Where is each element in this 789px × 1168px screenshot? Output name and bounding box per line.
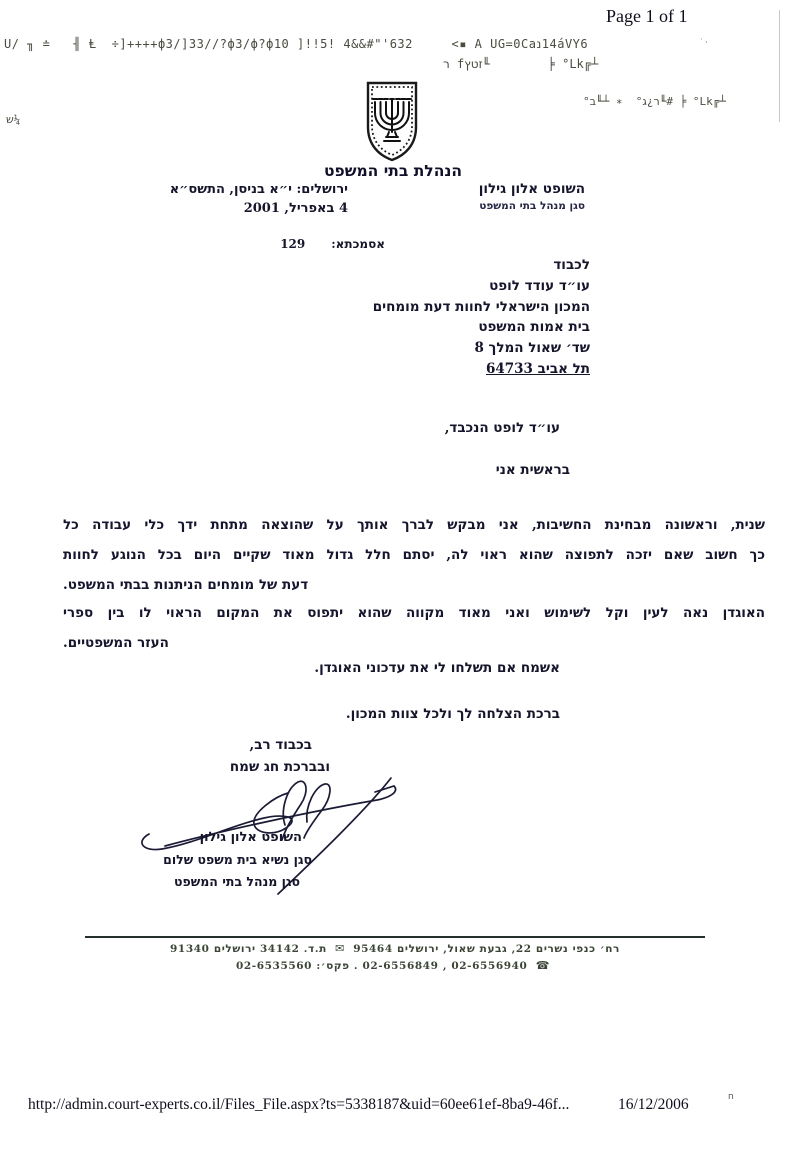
paragraph-line: כך חשוב שאם יזכה לתפוצה שהוא ראוי לה, יסתם חלל גדול מאוד שקיים היום בכל הנוגע לחוות bbox=[63, 547, 765, 563]
fax-noise-line-3: °ב╙┴ ∗ °ג¿ר╙# ╞ °Lk╔┴ bbox=[583, 95, 726, 108]
page-indicator: Page 1 of 1 bbox=[606, 6, 688, 26]
sender-title: סגן מנהל בתי המשפט bbox=[479, 200, 585, 212]
reference-number: 129 bbox=[280, 237, 306, 251]
phone-icon: ☎ bbox=[535, 959, 551, 972]
scan-speck-dots: · , bbox=[700, 34, 708, 44]
recipient-address-block bbox=[373, 255, 590, 380]
signatory-title-2: סגן מנהל בתי המשפט bbox=[174, 874, 300, 889]
salutation: עו״ד לופט הנכבד, bbox=[444, 420, 560, 436]
closing-line-1: בכבוד רב, bbox=[249, 737, 312, 753]
gregorian-date-line: 4 באפריל, 2001 bbox=[243, 201, 348, 216]
paragraph-line: דעת של מומחים הניתנות בבתי המשפט. bbox=[63, 577, 309, 593]
footer-fax-label: פקס׳: bbox=[316, 960, 350, 972]
envelope-icon: ✉ bbox=[335, 942, 345, 955]
fax-noise-line-1: U/ ╖ ≐ ╢ Ⱡ ÷]++++ф3/]33//?ф3/ф?ф10 ]!!5! 4&&#"'632 <▪ A UG=0Caנ14áVY6 bbox=[4, 37, 589, 51]
paragraph-line: שנית, וראשונה מבחינת החשיבות, אני מבקש לברך אותך על שהוצאה מתחת ידך כלי עבודה כל bbox=[63, 517, 765, 533]
paragraph-line: האוגדן נאה לעין וקל לשימוש ואני מאוד מקווה שהוא יתפוס את המקום הראוי לו בין ספרי bbox=[63, 605, 765, 621]
signatory-title-1: סגן נשיא בית משפט שלום bbox=[163, 852, 312, 867]
footer-rule bbox=[85, 936, 705, 938]
recipient-line: בית אמות המשפט bbox=[478, 319, 590, 336]
recipient-line: לכבוד bbox=[553, 257, 590, 273]
request-line: אשמח אם תשלחו לי את עדכוני האוגדן. bbox=[314, 660, 560, 676]
reference-row bbox=[280, 237, 385, 251]
scan-artifact-vertical-line bbox=[779, 10, 780, 122]
blessing-line: ברכת הצלחה לך ולכל צוות המכון. bbox=[345, 706, 560, 722]
body-paragraph-1 bbox=[63, 510, 765, 600]
fax-noise-line-2: ר fץטז╙ ╞ °Lk╔┴ bbox=[443, 57, 599, 71]
status-date: 16/12/2006 bbox=[618, 1096, 689, 1113]
footer-phones: 02-6556849 , 02-6556940 bbox=[362, 960, 528, 972]
opening-line: בראשית אני bbox=[495, 462, 570, 478]
footer-pob: ת.ד. 34142 ירושלים 91340 bbox=[170, 943, 327, 955]
fax-noise-left-mark: ש¼ bbox=[6, 113, 21, 126]
footer-address-line bbox=[85, 942, 705, 955]
footer-phone-line bbox=[85, 959, 705, 972]
closing-line-2: ובברכת חג שמח bbox=[229, 759, 330, 775]
sender-block bbox=[479, 181, 585, 212]
paragraph-line: העזר המשפטיים. bbox=[63, 635, 169, 651]
israel-emblem-icon bbox=[363, 80, 421, 168]
footer-address: רח׳ כנפי נשרים 22, גבעת שאול, ירושלים 95464 bbox=[353, 943, 620, 955]
city-hebrew-date-line: ירושלים: י״א בניסן, התשס״א bbox=[169, 182, 348, 197]
sender-name: השופט אלון גילון bbox=[478, 181, 585, 197]
reference-gap bbox=[305, 237, 331, 251]
footer-phones-separator: . bbox=[353, 960, 359, 972]
recipient-line: שד׳ שאול המלך 8 bbox=[474, 340, 590, 357]
footer-fax-number: 02-6535560 bbox=[235, 960, 313, 972]
reference-label: אסמכתא: bbox=[331, 237, 385, 251]
org-title: הנהלת בתי המשפט bbox=[323, 161, 463, 180]
signatory-name: השופט אלון גילון bbox=[199, 830, 302, 845]
corner-mark: ח bbox=[728, 1092, 734, 1102]
recipient-line: המכון הישראלי לחוות דעת מומחים bbox=[372, 298, 590, 315]
status-url: http://admin.court-experts.co.il/Files_File.aspx?ts=5338187&uid=60ee61ef-8ba9-46f... bbox=[28, 1096, 570, 1113]
date-block bbox=[170, 182, 348, 216]
body-paragraph-2 bbox=[63, 598, 765, 658]
recipient-city-line: תל אביב 64733 bbox=[485, 360, 590, 377]
recipient-line: עו״ד עודד לופט bbox=[489, 277, 590, 294]
